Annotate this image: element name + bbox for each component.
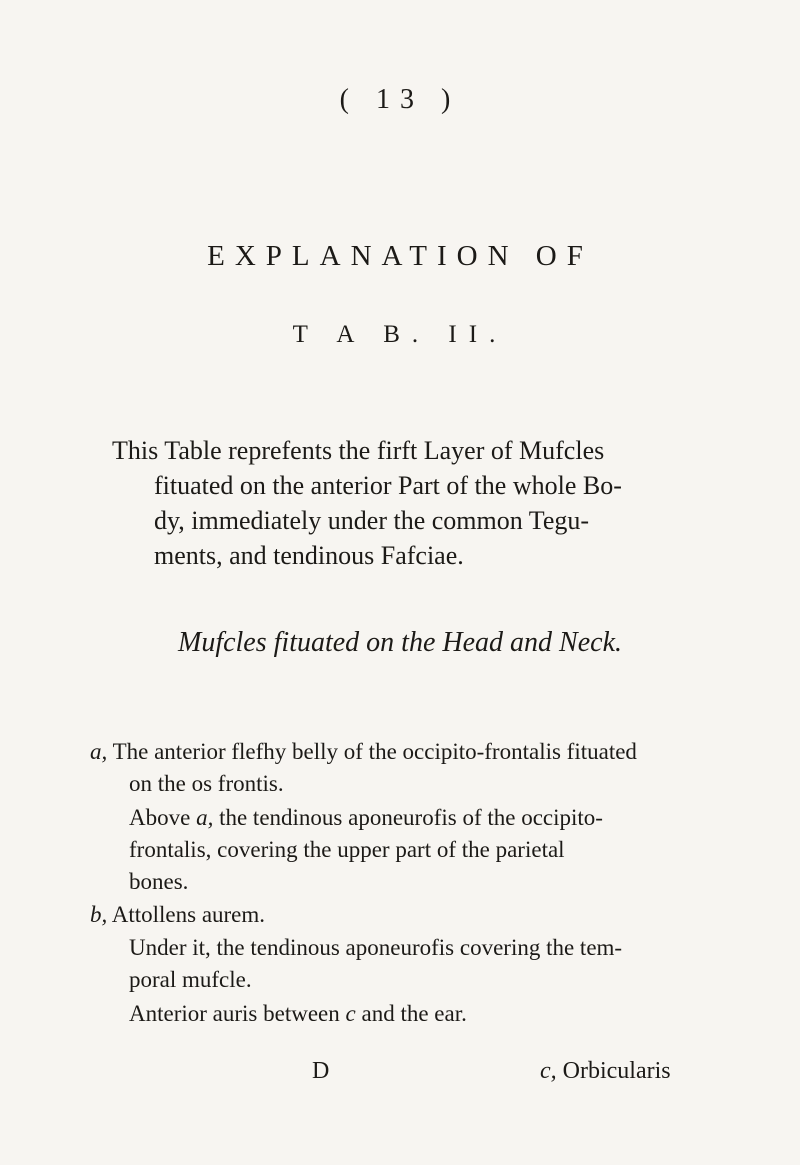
entry-under-line-1: Under it, the tendinous aponeurofis covering the tem- xyxy=(129,935,623,960)
entry-under-line-2: poral mufcle. xyxy=(129,967,252,992)
entry-b-line-1 xyxy=(90,900,265,930)
intro-line-2: fituated on the anterior Part of the whole Bo- xyxy=(154,471,622,500)
catchword xyxy=(540,1058,671,1085)
page-number: ( 13 ) xyxy=(339,84,461,115)
entry-a-text: The anterior flefhy belly of the occipito-frontalis fituated xyxy=(112,739,637,764)
entry-a-key: a, xyxy=(90,739,108,764)
intro-line-3: dy, immediately under the common Tegu- xyxy=(154,506,590,535)
entry-above-line-2: frontalis, covering the upper part of the parietal xyxy=(129,837,565,862)
entry-above-line-3: bones. xyxy=(129,869,189,894)
entry-anterior-key: c xyxy=(345,1001,356,1026)
entry-b-text: Attollens aurem. xyxy=(111,902,266,927)
entry-a-line-1 xyxy=(90,737,637,767)
table-number: T A B. II. xyxy=(292,321,508,348)
entry-anterior-line: Anterior auris between c and the ear. xyxy=(129,1001,467,1026)
signature-mark: D xyxy=(312,1058,330,1084)
catchword-text: Orbicularis xyxy=(562,1058,671,1084)
entry-above-line-1: Above a, the tendinous aponeurofis of the occipito- xyxy=(129,805,603,830)
intro-line-1: This Table reprefents the firft Layer of Mufcles xyxy=(112,436,605,465)
intro-line-4: ments, and tendinous Fafciae. xyxy=(154,541,464,570)
entry-above-key: a, xyxy=(196,805,214,830)
page-heading: EXPLANATION OF xyxy=(207,240,593,272)
section-title: Mufcles fituated on the Head and Neck. xyxy=(178,627,622,658)
entry-a-line-2: on the os frontis. xyxy=(129,771,284,796)
catchword-key: c, xyxy=(540,1058,557,1084)
entry-b-key: b, xyxy=(90,902,108,927)
